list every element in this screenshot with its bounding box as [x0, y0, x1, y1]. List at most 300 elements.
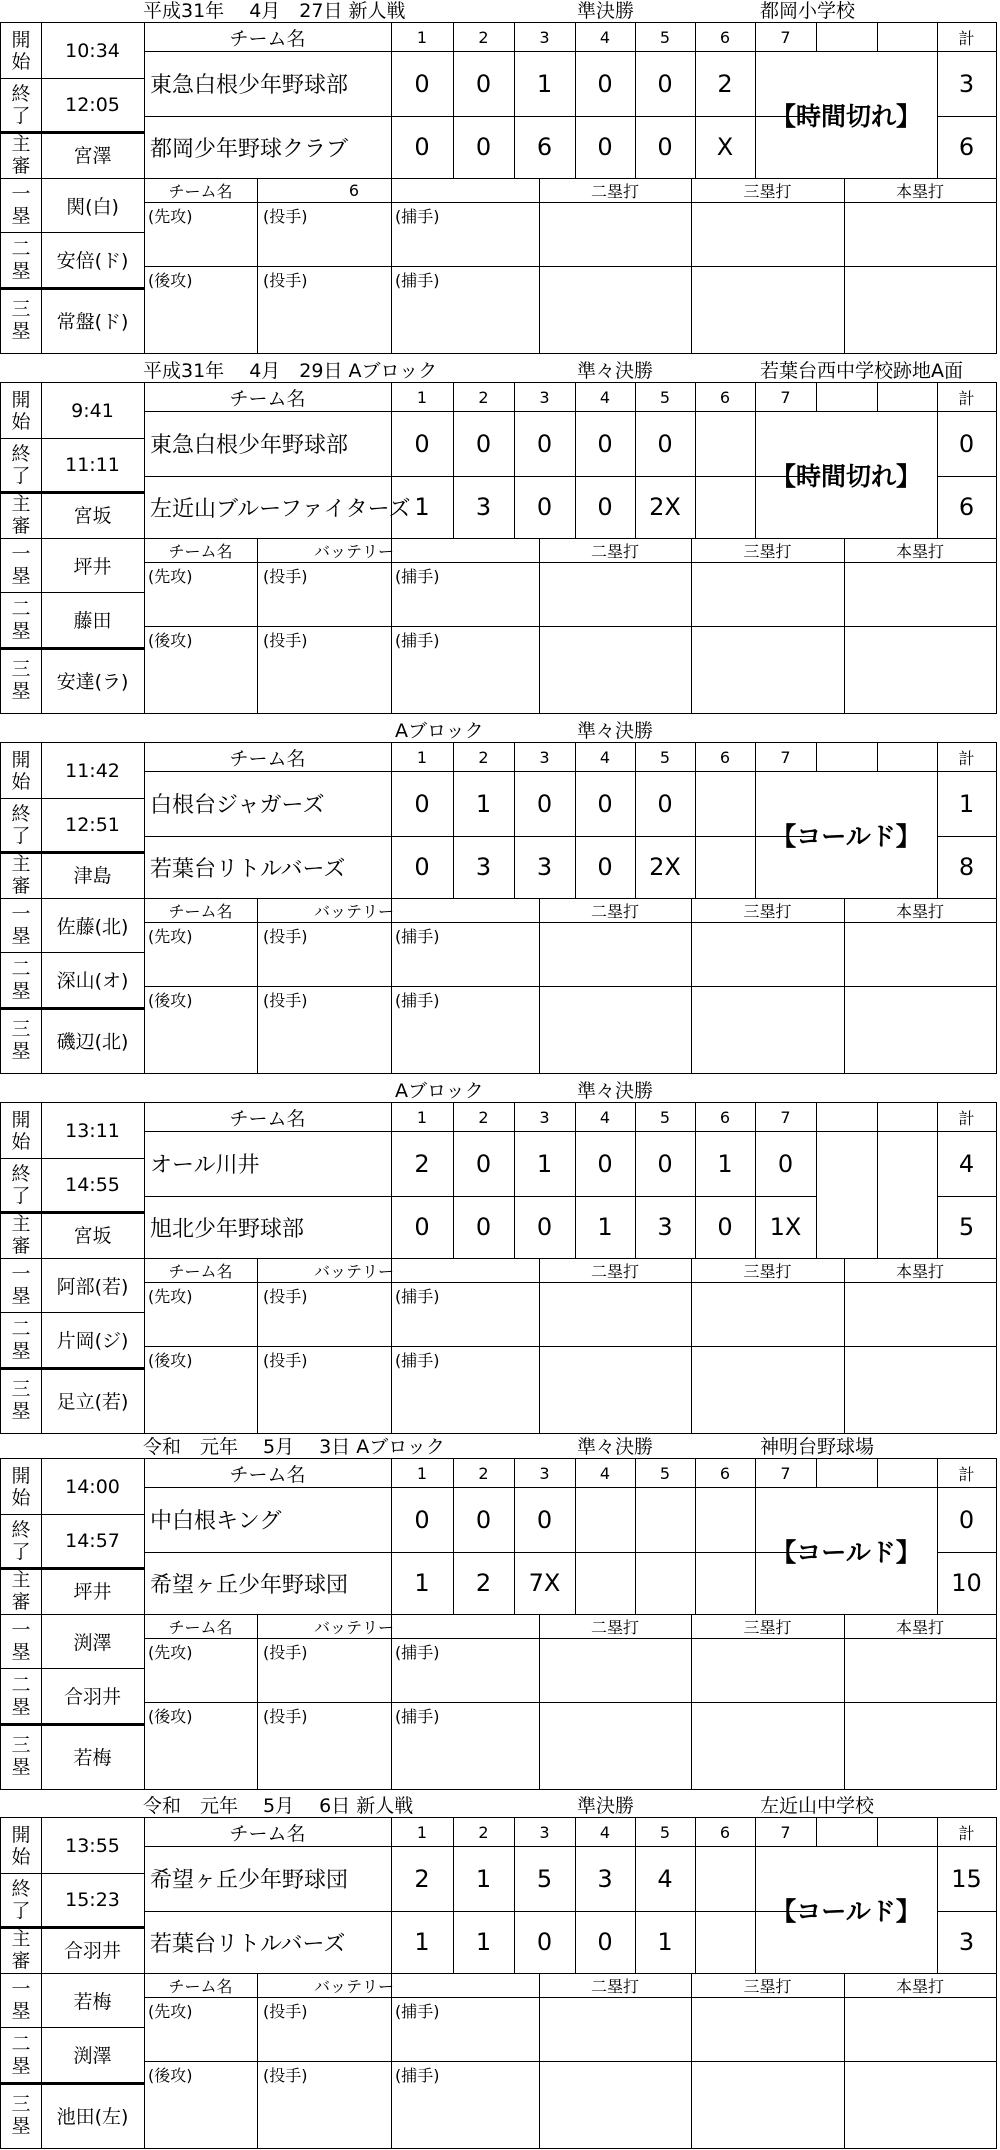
inning-number: 4: [599, 27, 611, 47]
inning-score: 0: [414, 429, 430, 458]
label-char: 始: [11, 1845, 31, 1868]
team-name: 希望ヶ丘少年野球団: [150, 1572, 349, 1598]
inning-number: 6: [719, 747, 731, 767]
umpire: 宮澤: [73, 145, 112, 167]
label-char: 終: [11, 1162, 31, 1185]
inning-score: 0: [414, 789, 430, 818]
label-char: 二: [11, 1673, 31, 1696]
team-total: 3: [958, 69, 975, 98]
inning-score: 2: [475, 1569, 492, 1597]
label-second: [1, 952, 41, 1007]
grid-line: [144, 1702, 996, 1703]
grid-line: [144, 202, 996, 203]
header-team-name: チーム名: [229, 1463, 306, 1486]
label-char: 主: [11, 1927, 31, 1950]
batting-order-tag: (後攻): [148, 631, 193, 650]
label-char: 一: [11, 183, 31, 205]
inning-score: 0: [475, 429, 492, 458]
team-name: 中白根キング: [150, 1509, 282, 1534]
double-header: 二塁打: [590, 181, 639, 201]
team-name: 左近山ブルーファイターズ: [150, 496, 411, 522]
label-char: 開: [11, 388, 31, 411]
triple-header: 三塁打: [743, 901, 792, 921]
inning-number: 4: [599, 1463, 611, 1483]
grid-line: [257, 178, 258, 353]
grid-line: [844, 1258, 845, 1433]
label-char: 塁: [11, 680, 31, 702]
grid-line: [816, 1459, 817, 1487]
inning-number: 6: [719, 387, 731, 407]
inning-score: 5: [536, 1864, 553, 1893]
score-grid: [0, 22, 997, 354]
inning-score: 1: [414, 1928, 430, 1956]
inning-score: 3: [475, 853, 492, 881]
base-umpire: 関(白): [66, 195, 119, 218]
label-third: [1, 287, 41, 353]
team-name: 白根台ジャガーズ: [150, 793, 325, 818]
catcher-tag: (捕手): [395, 207, 440, 226]
label-char: 三: [11, 1378, 31, 1400]
label-char: 終: [11, 82, 31, 105]
label-end: [1, 1873, 41, 1926]
inning-score: 2: [414, 1149, 430, 1178]
inning-score: 0: [597, 1149, 613, 1178]
label-third: [1, 647, 41, 713]
game-note: 【コールド】: [771, 1896, 921, 1926]
catcher-tag: (捕手): [395, 271, 440, 290]
inning-number: 5: [659, 747, 671, 767]
team-name: 東急白根少年野球部: [150, 73, 349, 98]
inning-score: 4: [657, 1864, 673, 1893]
label-char: 開: [11, 1464, 31, 1487]
inning-score: 0: [536, 429, 553, 458]
label-start: [1, 1103, 41, 1158]
double-header: 二塁打: [590, 1976, 639, 1996]
start-time: 10:34: [65, 39, 120, 62]
inning-number: 6: [719, 1822, 731, 1842]
label-char: 始: [11, 410, 31, 433]
inning-score: [877, 1196, 937, 1258]
inning-number: 6: [719, 1463, 731, 1483]
team-total: 5: [958, 1213, 975, 1241]
inning-score: [695, 1487, 755, 1552]
inning-score: 0: [597, 493, 613, 521]
inning-score: 1: [717, 1149, 733, 1178]
battery-header: バッテリー: [313, 1261, 394, 1281]
label-third: [1, 1367, 41, 1433]
grid-line: [539, 1614, 540, 1789]
label-char: 主: [11, 1568, 31, 1591]
game-round: 準々決勝: [577, 1436, 654, 1458]
inning-score: X: [716, 133, 734, 161]
label-first: [1, 1614, 41, 1668]
catcher-tag: (捕手): [395, 1643, 440, 1662]
label-char: 審: [11, 1949, 31, 1972]
grid-line: [691, 898, 692, 1073]
label-char: 塁: [11, 979, 31, 1002]
pitcher-tag: (投手): [263, 991, 308, 1010]
header-team-name: チーム名: [229, 387, 306, 410]
inning-score: 7X: [528, 1569, 561, 1597]
inning-number: 1: [416, 387, 428, 407]
catcher-tag: (捕手): [395, 927, 440, 946]
umpire: 坪井: [73, 1581, 112, 1603]
game-round: 準々決勝: [577, 720, 654, 742]
grid-line: [391, 1973, 392, 2148]
label-char: 三: [11, 658, 31, 680]
grid-line: [539, 538, 540, 713]
inning-number: 2: [478, 27, 489, 47]
team-total: 3: [958, 1928, 975, 1956]
inning-number: 2: [478, 387, 489, 407]
header-team-name: チーム名: [229, 1822, 306, 1845]
base-umpire: 阿部(若): [56, 1275, 129, 1298]
inning-score: 0: [536, 493, 553, 521]
label-umpire: [1, 491, 41, 538]
triple-header: 三塁打: [743, 541, 792, 561]
double-header: 二塁打: [590, 1617, 639, 1637]
label-end: [1, 798, 41, 851]
start-time: 13:11: [65, 1119, 120, 1142]
game-block: [0, 720, 1000, 1075]
end-time: 14:57: [65, 1529, 120, 1552]
grid-line: [877, 743, 878, 771]
inning-number: 6: [719, 27, 731, 47]
score-grid: [0, 1817, 997, 2149]
triple-header: 三塁打: [743, 1617, 792, 1637]
inning-score: 0: [597, 69, 613, 98]
grid-line: [144, 2061, 996, 2062]
grid-line: [391, 538, 392, 713]
label-second: [1, 232, 41, 287]
base-umpire: 深山(オ): [56, 970, 129, 992]
end-time: 12:51: [65, 813, 120, 836]
label-first: [1, 1258, 41, 1312]
batting-order-tag: (先攻): [148, 2002, 193, 2021]
label-char: 開: [11, 748, 31, 771]
label-char: 了: [11, 1899, 31, 1922]
inning-score: [575, 1552, 635, 1614]
team-total: 6: [958, 133, 975, 161]
game-venue: 都岡小学校: [760, 0, 856, 22]
inning-number: 3: [539, 1107, 550, 1127]
label-first: [1, 538, 41, 592]
grid-line: [877, 23, 878, 51]
inning-number: 3: [539, 27, 550, 47]
double-header: 二塁打: [590, 541, 639, 561]
game-date: 平成31年 4月 29日 Aブロック: [143, 360, 438, 382]
inning-score: 0: [597, 429, 613, 458]
stat-team-name-header: チーム名: [168, 1261, 233, 1281]
label-start: [1, 23, 41, 78]
inning-score: [575, 1487, 635, 1552]
grid-line: [844, 1614, 845, 1789]
team-name: 都岡少年野球クラブ: [150, 136, 349, 162]
label-first: [1, 178, 41, 232]
grid-line: [816, 23, 817, 51]
label-start: [1, 1459, 41, 1514]
grid-line: [877, 383, 878, 411]
grid-line: [257, 1614, 258, 1789]
grid-line: [691, 538, 692, 713]
grid-line: [257, 538, 258, 713]
label-char: 三: [11, 298, 31, 320]
label-end: [1, 78, 41, 131]
label-second: [1, 1668, 41, 1723]
grid-line: [877, 1459, 878, 1487]
game-block: [0, 0, 1000, 355]
label-umpire: [1, 1211, 41, 1258]
inning-score: 6: [536, 133, 553, 161]
base-umpire: 常盤(ド): [56, 310, 129, 333]
batting-order-tag: (先攻): [148, 1643, 193, 1662]
grid-line: [144, 1638, 996, 1639]
team-total: 1: [958, 789, 975, 818]
game-date: 平成31年 4月 27日 新人戦: [143, 0, 406, 22]
header-total: 計: [958, 28, 975, 48]
inning-score: 0: [657, 429, 673, 458]
label-char: 終: [11, 1877, 31, 1900]
inning-score: 0: [475, 69, 492, 98]
base-umpire: 若梅: [73, 1746, 112, 1769]
label-char: 開: [11, 28, 31, 51]
batting-order-tag: (先攻): [148, 207, 193, 226]
label-char: 主: [11, 132, 31, 155]
grid-line: [691, 178, 692, 353]
team-name: 若葉台リトルバーズ: [150, 1931, 346, 1957]
team-name: 東急白根少年野球部: [150, 433, 349, 458]
batting-order-tag: (先攻): [148, 1287, 193, 1306]
stat-team-name-header: チーム名: [168, 1617, 233, 1637]
label-char: 塁: [11, 1040, 31, 1062]
inning-score: 2X: [649, 493, 681, 521]
catcher-tag: (捕手): [395, 567, 440, 586]
grid-line: [144, 986, 996, 987]
inning-number: 3: [539, 747, 550, 767]
label-third: [1, 1723, 41, 1789]
label-char: 塁: [11, 1695, 31, 1718]
inning-score: 1: [597, 1213, 613, 1241]
label-char: 了: [11, 1184, 31, 1207]
stat-team-name-header: チーム名: [168, 541, 233, 561]
team-total: 10: [951, 1569, 982, 1597]
inning-number: 2: [478, 1822, 489, 1842]
label-char: 塁: [11, 205, 31, 227]
grid-line: [844, 178, 845, 353]
label-char: 二: [11, 957, 31, 980]
score-grid: [0, 742, 997, 1074]
label-char: 二: [11, 237, 31, 260]
label-char: 主: [11, 492, 31, 515]
inning-score: 0: [475, 133, 492, 161]
inning-score: 2X: [649, 853, 681, 881]
label-char: 始: [11, 1486, 31, 1509]
stat-team-name-header: チーム名: [168, 181, 233, 201]
base-umpire: 渕澤: [73, 1631, 112, 1654]
label-char: 塁: [11, 2054, 31, 2077]
header-total: 計: [958, 1823, 975, 1843]
inning-number: 1: [416, 27, 428, 47]
grid-line: [844, 538, 845, 713]
inning-score: 1: [475, 1864, 492, 1893]
inning-number: 1: [416, 1107, 428, 1127]
inning-number: 1: [416, 1463, 428, 1483]
game-block: [0, 1080, 1000, 1435]
inning-score: 1: [536, 69, 553, 98]
team-name: 希望ヶ丘少年野球団: [150, 1868, 349, 1893]
label-char: 始: [11, 50, 31, 73]
batting-order-tag: (後攻): [148, 991, 193, 1010]
pitcher-tag: (投手): [263, 2002, 308, 2021]
start-time: 11:42: [65, 759, 120, 782]
label-char: 開: [11, 1823, 31, 1846]
inning-number: 4: [599, 747, 611, 767]
homerun-header: 本塁打: [895, 1617, 944, 1637]
inning-score: [695, 1552, 755, 1614]
inning-score: 3: [657, 1213, 673, 1241]
grid-line: [144, 1997, 996, 1998]
base-umpire: 藤田: [73, 610, 112, 632]
grid-line: [539, 898, 540, 1073]
inning-score: [695, 836, 755, 898]
label-char: 一: [11, 1619, 31, 1641]
game-note: 【時間切れ】: [770, 461, 921, 491]
game-block-name: Aブロック: [395, 720, 484, 742]
grid-line: [257, 898, 258, 1073]
label-second: [1, 1312, 41, 1367]
catcher-tag: (捕手): [395, 2066, 440, 2085]
label-char: 三: [11, 2093, 31, 2115]
game-date: 令和 元年 5月 3日 Aブロック: [143, 1436, 445, 1458]
game-venue: 左近山中学校: [760, 1795, 875, 1817]
inning-score: 0: [536, 1505, 553, 1534]
start-time: 13:55: [65, 1834, 120, 1857]
base-umpire: 安達(ラ): [56, 670, 129, 693]
pitcher-tag: (投手): [263, 1707, 308, 1726]
grid-line: [391, 1258, 392, 1433]
team-total: 4: [958, 1149, 975, 1178]
triple-header: 三塁打: [743, 1261, 792, 1281]
label-char: 了: [11, 1540, 31, 1563]
label-char: 三: [11, 1734, 31, 1756]
label-char: 審: [11, 154, 31, 177]
label-char: 二: [11, 597, 31, 620]
grid-line: [816, 383, 817, 411]
inning-score: 0: [536, 789, 553, 818]
inning-score: 1: [475, 1928, 492, 1956]
inning-score: 0: [536, 1213, 553, 1241]
inning-score: 1: [536, 1149, 553, 1178]
label-char: 塁: [11, 2000, 31, 2022]
end-time: 14:55: [65, 1173, 120, 1196]
label-umpire: [1, 131, 41, 178]
label-char: 審: [11, 1590, 31, 1613]
label-char: 始: [11, 770, 31, 793]
double-header: 二塁打: [590, 901, 639, 921]
inning-score: 0: [414, 1505, 430, 1534]
label-char: 終: [11, 442, 31, 465]
inning-score: 0: [597, 853, 613, 881]
label-char: 塁: [11, 1339, 31, 1362]
inning-score: [877, 1131, 937, 1196]
team-name: オール川井: [150, 1153, 260, 1178]
grid-line: [144, 626, 996, 627]
batting-order-tag: (後攻): [148, 271, 193, 290]
inning-number: 5: [659, 1463, 671, 1483]
label-char: 塁: [11, 619, 31, 642]
pitcher-tag: (投手): [263, 631, 308, 650]
inning-number: 1: [416, 747, 428, 767]
triple-header: 三塁打: [743, 181, 792, 201]
base-umpire: 渕澤: [73, 2045, 112, 2067]
base-umpire: 佐藤(北): [56, 915, 129, 938]
header-total: 計: [958, 388, 975, 408]
umpire: 宮坂: [73, 505, 112, 527]
grid-line: [391, 898, 392, 1073]
batting-order-tag: (後攻): [148, 1707, 193, 1726]
label-char: 塁: [11, 1400, 31, 1422]
pitcher-tag: (投手): [263, 1351, 308, 1370]
inning-number: 1: [416, 1822, 428, 1842]
label-third: [1, 2082, 41, 2148]
inning-score: 0: [414, 853, 430, 881]
grid-line: [539, 1258, 540, 1433]
label-char: 塁: [11, 1756, 31, 1778]
inning-score: [695, 411, 755, 476]
base-umpire: 足立(若): [56, 1390, 129, 1413]
label-char: 塁: [11, 1285, 31, 1307]
inning-score: 0: [657, 1149, 673, 1178]
base-umpire: 坪井: [73, 555, 112, 578]
grid-line: [391, 1614, 392, 1789]
label-char: 主: [11, 1212, 31, 1235]
base-umpire: 安倍(ド): [56, 250, 129, 272]
inning-number: 7: [780, 1107, 791, 1127]
score-grid: [0, 1102, 997, 1434]
label-first: [1, 898, 41, 952]
inning-number: 4: [599, 1822, 611, 1842]
pitcher-tag: (投手): [263, 567, 308, 586]
umpire: 津島: [73, 865, 112, 887]
score-grid: [0, 1458, 997, 1790]
pitcher-tag: (投手): [263, 927, 308, 946]
label-umpire: [1, 851, 41, 898]
game-date: 令和 元年 5月 6日 新人戦: [143, 1795, 414, 1817]
game-block: [0, 1795, 1000, 2150]
inning-score: 2: [717, 69, 733, 98]
label-char: 審: [11, 1234, 31, 1257]
label-end: [1, 1514, 41, 1567]
grid-line: [539, 1973, 540, 2148]
start-time: 14:00: [65, 1475, 120, 1498]
catcher-tag: (捕手): [395, 1287, 440, 1306]
pitcher-tag: (投手): [263, 271, 308, 290]
grid-line: [144, 562, 996, 563]
inning-score: 3: [475, 493, 492, 521]
label-char: 塁: [11, 259, 31, 282]
inning-score: [816, 1196, 877, 1258]
inning-score: 3: [597, 1864, 613, 1893]
grid-line: [144, 1282, 996, 1283]
base-umpire: 池田(左): [56, 2105, 129, 2128]
batting-order-tag: (後攻): [148, 2066, 193, 2085]
team-total: 0: [958, 429, 975, 458]
catcher-tag: (捕手): [395, 1351, 440, 1370]
inning-score: [635, 1487, 695, 1552]
inning-number: 7: [780, 747, 791, 767]
pitcher-tag: (投手): [263, 1287, 308, 1306]
game-note: 【コールド】: [771, 821, 921, 851]
